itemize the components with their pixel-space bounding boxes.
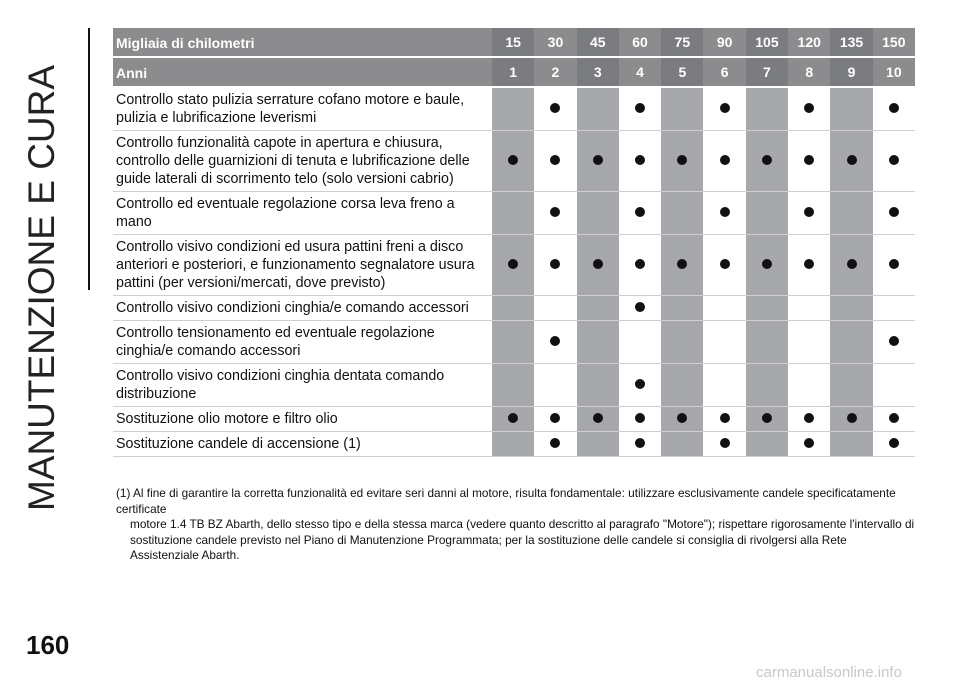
schedule-cell (577, 192, 619, 235)
scheduled-dot-icon (720, 103, 730, 113)
scheduled-dot-icon (635, 302, 645, 312)
table-row (113, 364, 915, 407)
schedule-cell (703, 192, 745, 235)
schedule-cell (873, 321, 915, 364)
schedule-cell (661, 235, 703, 296)
footnote-line: (1) Al fine di garantire la corretta funzionalità ed evitare seri danni al motore, risulta fondamentale: utilizzare esclusivamente candele specificatamente certificate (116, 486, 896, 516)
km-header-row-label: Migliaia di chilometri (113, 28, 492, 57)
schedule-cell (492, 87, 534, 131)
km-header-row-value: 120 (788, 28, 830, 57)
operation-description (113, 364, 492, 407)
operation-text-line: pattini (per versioni/mercati, dove previsto) (116, 275, 386, 291)
operation-text-line: Controllo visivo condizioni cinghia dentata comando (116, 368, 445, 384)
schedule-cell (873, 407, 915, 432)
scheduled-dot-icon (889, 155, 899, 165)
km-header-row-value: 75 (661, 28, 703, 57)
schedule-cell (788, 407, 830, 432)
maintenance-schedule-table (113, 28, 915, 457)
schedule-cell (577, 296, 619, 321)
schedule-cell (534, 364, 576, 407)
years-header-row-value: 10 (873, 57, 915, 87)
schedule-cell (577, 432, 619, 457)
schedule-cell (830, 235, 872, 296)
schedule-cell (619, 192, 661, 235)
schedule-cell (534, 235, 576, 296)
scheduled-dot-icon (677, 155, 687, 165)
operation-description (113, 192, 492, 235)
operation-text-line: pulizia e lubrificazione leverismi (116, 110, 317, 126)
schedule-cell (619, 131, 661, 192)
schedule-cell (661, 407, 703, 432)
scheduled-dot-icon (847, 413, 857, 423)
years-header-row-value: 3 (577, 57, 619, 87)
scheduled-dot-icon (550, 103, 560, 113)
scheduled-dot-icon (550, 259, 560, 269)
scheduled-dot-icon (889, 259, 899, 269)
section-rule (88, 28, 90, 290)
table-row (113, 296, 915, 321)
schedule-cell (873, 87, 915, 131)
operation-text-line: Controllo visivo condizioni cinghia/e comando accessori (116, 300, 469, 316)
schedule-cell (661, 321, 703, 364)
operation-text-line: controllo delle guarnizioni di tenuta e lubrificazione delle (116, 153, 470, 169)
operation-description (113, 407, 492, 432)
schedule-cell (492, 235, 534, 296)
scheduled-dot-icon (635, 438, 645, 448)
scheduled-dot-icon (635, 207, 645, 217)
schedule-cell (873, 296, 915, 321)
scheduled-dot-icon (762, 155, 772, 165)
operation-description (113, 321, 492, 364)
schedule-cell (661, 364, 703, 407)
scheduled-dot-icon (677, 259, 687, 269)
table-row (113, 192, 915, 235)
scheduled-dot-icon (804, 438, 814, 448)
schedule-cell (830, 407, 872, 432)
schedule-cell (577, 321, 619, 364)
schedule-cell (619, 364, 661, 407)
schedule-cell (577, 407, 619, 432)
schedule-cell (830, 432, 872, 457)
schedule-cell (746, 87, 788, 131)
schedule-cell (534, 87, 576, 131)
years-header-row-value: 5 (661, 57, 703, 87)
schedule-cell (746, 407, 788, 432)
scheduled-dot-icon (720, 438, 730, 448)
scheduled-dot-icon (550, 438, 560, 448)
years-header-row-value: 4 (619, 57, 661, 87)
km-header-row (113, 28, 915, 57)
operation-text-line: Controllo ed eventuale regolazione corsa leva freno a (116, 196, 455, 212)
schedule-cell (788, 131, 830, 192)
scheduled-dot-icon (635, 155, 645, 165)
operation-text-line: Sostituzione candele di accensione (1) (116, 436, 361, 452)
scheduled-dot-icon (762, 413, 772, 423)
schedule-cell (703, 235, 745, 296)
schedule-cell (830, 131, 872, 192)
table-row (113, 235, 915, 296)
scheduled-dot-icon (677, 413, 687, 423)
table-row (113, 432, 915, 457)
schedule-cell (703, 296, 745, 321)
operation-text-line: Controllo stato pulizia serrature cofano motore e baule, (116, 92, 465, 108)
scheduled-dot-icon (550, 155, 560, 165)
schedule-cell (746, 235, 788, 296)
schedule-cell (830, 87, 872, 131)
schedule-cell (661, 87, 703, 131)
operation-text-line: guide laterali di scorrimento telo (solo versioni cabrio) (116, 171, 454, 187)
schedule-cell (534, 296, 576, 321)
km-header-row-value: 30 (534, 28, 576, 57)
years-header-row-label: Anni (113, 57, 492, 87)
schedule-cell (619, 296, 661, 321)
footnote-line: motore 1.4 TB BZ Abarth, dello stesso tipo e della stessa marca (vedere quanto descritto al paragrafo "Motore"); rispettare rigorosamente l'intervallo di (130, 517, 915, 531)
schedule-cell (492, 407, 534, 432)
schedule-cell (661, 296, 703, 321)
schedule-cell (703, 87, 745, 131)
operation-text-line: cinghia/e comando accessori (116, 343, 301, 359)
operation-text-line: Sostituzione olio motore e filtro olio (116, 411, 338, 427)
years-header-row-value: 2 (534, 57, 576, 87)
scheduled-dot-icon (635, 379, 645, 389)
years-header-row-value: 6 (703, 57, 745, 87)
scheduled-dot-icon (508, 155, 518, 165)
operation-text-line: anteriori e posteriori, e funzionamento segnalatore usura (116, 257, 475, 273)
schedule-cell (619, 432, 661, 457)
schedule-cell (534, 407, 576, 432)
years-header-row-value: 1 (492, 57, 534, 87)
km-header-row-value: 60 (619, 28, 661, 57)
operation-description (113, 235, 492, 296)
km-header-row-value: 90 (703, 28, 745, 57)
km-header-row-value: 15 (492, 28, 534, 57)
schedule-cell (492, 364, 534, 407)
table-row (113, 87, 915, 131)
schedule-cell (577, 87, 619, 131)
scheduled-dot-icon (720, 413, 730, 423)
schedule-cell (746, 131, 788, 192)
operation-text-line: distribuzione (116, 386, 197, 402)
km-header-row-value: 105 (746, 28, 788, 57)
operation-text-line: Controllo visivo condizioni ed usura pattini freni a disco (116, 239, 464, 255)
scheduled-dot-icon (889, 413, 899, 423)
years-header-row-value: 8 (788, 57, 830, 87)
schedule-cell (577, 364, 619, 407)
schedule-cell (746, 192, 788, 235)
schedule-cell (492, 192, 534, 235)
schedule-cell (830, 296, 872, 321)
schedule-cell (873, 192, 915, 235)
scheduled-dot-icon (889, 336, 899, 346)
scheduled-dot-icon (804, 413, 814, 423)
scheduled-dot-icon (889, 103, 899, 113)
operation-text-line: Controllo tensionamento ed eventuale regolazione (116, 325, 435, 341)
schedule-cell (830, 364, 872, 407)
schedule-cell (534, 321, 576, 364)
footnote (116, 486, 916, 564)
scheduled-dot-icon (720, 207, 730, 217)
scheduled-dot-icon (635, 259, 645, 269)
scheduled-dot-icon (889, 438, 899, 448)
scheduled-dot-icon (635, 413, 645, 423)
schedule-cell (873, 432, 915, 457)
schedule-cell (703, 321, 745, 364)
schedule-cell (746, 432, 788, 457)
scheduled-dot-icon (847, 259, 857, 269)
scheduled-dot-icon (720, 155, 730, 165)
schedule-cell (577, 235, 619, 296)
schedule-cell (873, 364, 915, 407)
scheduled-dot-icon (635, 103, 645, 113)
table-row (113, 321, 915, 364)
schedule-cell (492, 131, 534, 192)
schedule-cell (703, 131, 745, 192)
schedule-cell (703, 364, 745, 407)
operation-description (113, 131, 492, 192)
schedule-cell (703, 407, 745, 432)
watermark: carmanualsonline.info (756, 664, 902, 681)
scheduled-dot-icon (804, 207, 814, 217)
schedule-cell (492, 321, 534, 364)
scheduled-dot-icon (593, 413, 603, 423)
km-header-row-value: 45 (577, 28, 619, 57)
footnote-line: sostituzione candele previsto nel Piano di Manutenzione Programmata; per la sostituzione delle candele si consiglia di rivolgersi alla Rete Assistenziale Abarth. (130, 532, 847, 562)
schedule-cell (577, 131, 619, 192)
scheduled-dot-icon (762, 259, 772, 269)
operation-text-line: Controllo funzionalità capote in apertura e chiusura, (116, 135, 443, 151)
schedule-cell (788, 192, 830, 235)
schedule-cell (661, 192, 703, 235)
page-number: 160 (26, 630, 70, 660)
schedule-cell (619, 87, 661, 131)
scheduled-dot-icon (889, 207, 899, 217)
schedule-cell (534, 432, 576, 457)
schedule-cell (746, 321, 788, 364)
schedule-cell (873, 235, 915, 296)
scheduled-dot-icon (508, 413, 518, 423)
scheduled-dot-icon (550, 207, 560, 217)
km-header-row-value: 150 (873, 28, 915, 57)
years-header-row-value: 7 (746, 57, 788, 87)
schedule-cell (788, 432, 830, 457)
operation-description (113, 296, 492, 321)
scheduled-dot-icon (508, 259, 518, 269)
scheduled-dot-icon (550, 336, 560, 346)
operation-text-line: mano (116, 214, 152, 230)
km-header-row-value: 135 (830, 28, 872, 57)
scheduled-dot-icon (804, 103, 814, 113)
scheduled-dot-icon (593, 155, 603, 165)
scheduled-dot-icon (804, 259, 814, 269)
schedule-cell (534, 131, 576, 192)
years-header-row (113, 57, 915, 87)
schedule-cell (788, 364, 830, 407)
operation-description (113, 87, 492, 131)
schedule-cell (873, 131, 915, 192)
schedule-cell (788, 296, 830, 321)
schedule-cell (661, 432, 703, 457)
scheduled-dot-icon (550, 413, 560, 423)
scheduled-dot-icon (847, 155, 857, 165)
schedule-cell (788, 235, 830, 296)
schedule-cell (746, 364, 788, 407)
scheduled-dot-icon (720, 259, 730, 269)
scheduled-dot-icon (593, 259, 603, 269)
schedule-cell (830, 192, 872, 235)
schedule-cell (619, 321, 661, 364)
table-row (113, 407, 915, 432)
operation-description (113, 432, 492, 457)
schedule-cell (788, 321, 830, 364)
schedule-cell (619, 235, 661, 296)
schedule-cell (534, 192, 576, 235)
schedule-cell (830, 321, 872, 364)
schedule-cell (619, 407, 661, 432)
scheduled-dot-icon (804, 155, 814, 165)
schedule-cell (492, 432, 534, 457)
section-title: MANUTENZIONE E CURA (21, 64, 62, 512)
table-row (113, 131, 915, 192)
years-header-row-value: 9 (830, 57, 872, 87)
schedule-cell (661, 131, 703, 192)
schedule-cell (746, 296, 788, 321)
schedule-cell (703, 432, 745, 457)
schedule-cell (788, 87, 830, 131)
schedule-cell (492, 296, 534, 321)
